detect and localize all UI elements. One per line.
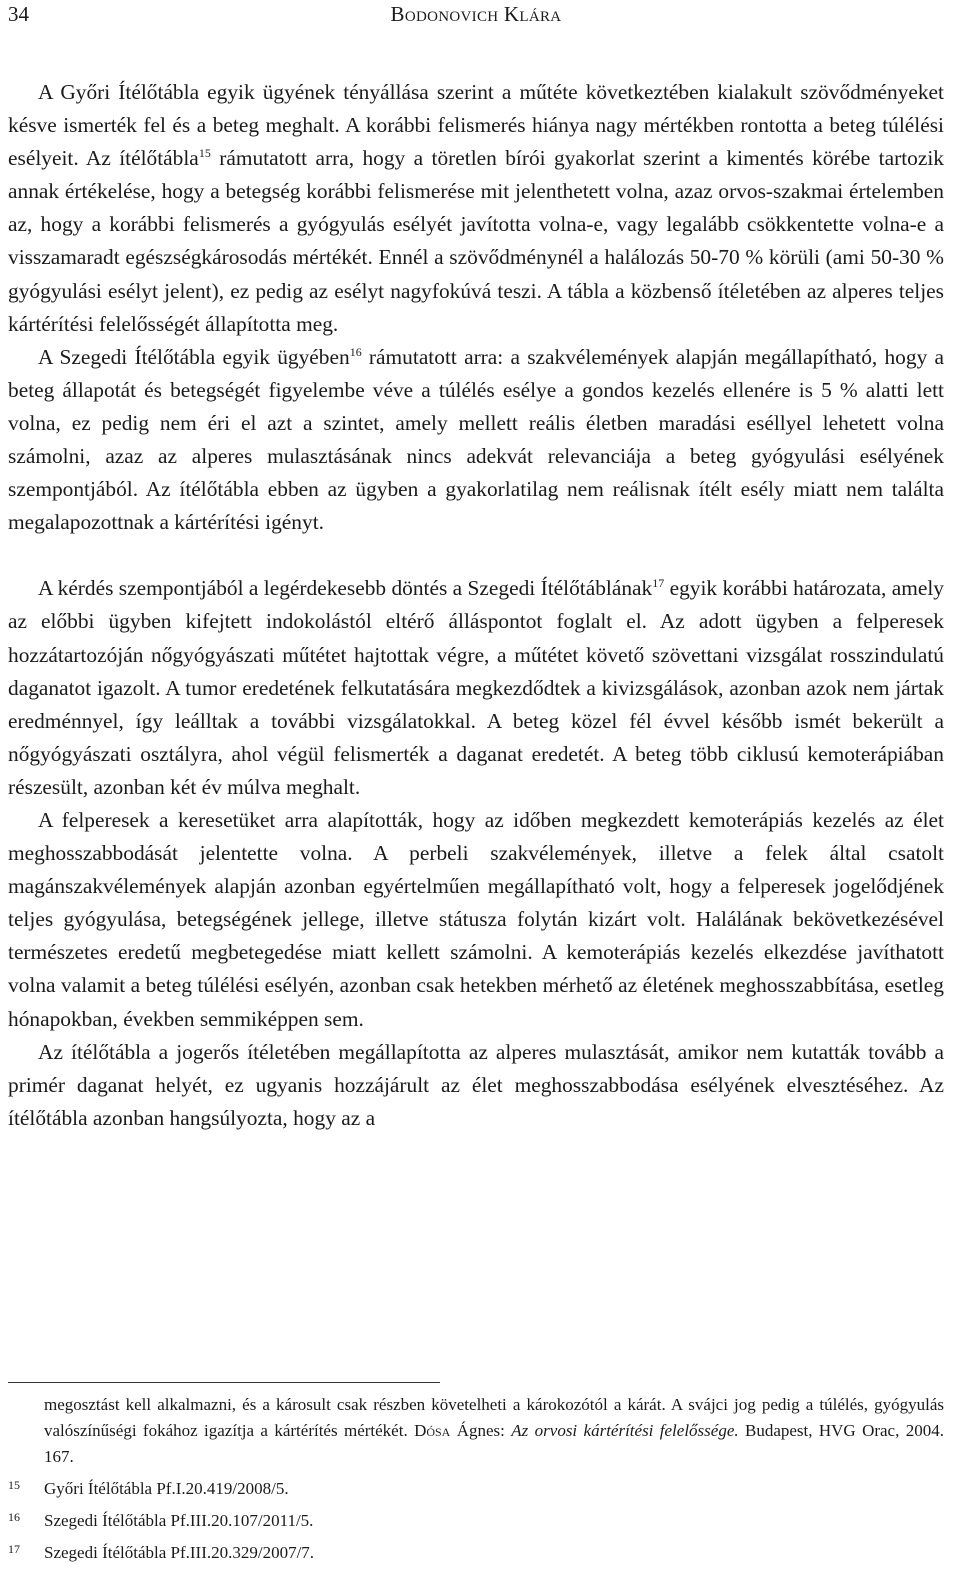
paragraph (8, 1036, 944, 1135)
footnote-continuation (44, 1392, 944, 1470)
text-run: A Szegedi Ítélőtábla egyik ügyében (38, 344, 350, 369)
footnotes (8, 1392, 944, 1566)
text-run: Budapest, HVG Orac, 2004. 167. (44, 1421, 944, 1466)
footnote-number: 15 (8, 1478, 20, 1492)
text-run: Az ítélőtábla a jogerős ítéletében megállapította az alperes mulasztását, amikor nem kutatták tovább a primér daganat helyét, ez ugyanis hozzájárult az élet meghosszabbodása esélyének elvesztéséhez. Az ítélőtábla azonban hangsúlyozta, hogy az a (8, 1039, 944, 1130)
paragraph (8, 76, 944, 341)
page-header (8, 2, 944, 26)
footnote-reference: 17 (652, 576, 665, 591)
footnote-number: 16 (8, 1510, 20, 1524)
paragraph (8, 804, 944, 1036)
footnote-number: 17 (8, 1542, 20, 1556)
text-run: megosztást kell alkalmazni, és a károsult csak részben követelheti a károkozótól a kárát. A svájci jog pedig a túlélés, gyógyulás valószínűségi fokához igazítja a kártérítés mértékét. (44, 1395, 944, 1440)
text-run: Ágnes: (450, 1421, 512, 1440)
footnote (8, 1540, 944, 1566)
cited-title: Az orvosi kártérítési felelőssége. (511, 1421, 739, 1440)
footnote (8, 1508, 944, 1534)
footnote-reference: 16 (349, 344, 362, 359)
footnote-text: Szegedi Ítélőtábla Pf.III.20.329/2007/7. (44, 1543, 315, 1562)
paragraph (8, 341, 944, 540)
paragraph (8, 572, 944, 804)
footnote-separator (8, 1382, 440, 1383)
text-run: egyik korábbi határozata, amely az előbbi ügyben kifejtett indokolástól eltérő álláspontot foglalt el. Az adott ügyben a felperesek hozzátartozóján nőgyógyászati műtétet hajtottak végre, a műtétet követő szövettani vizsgálat rosszindulatú daganatot igazolt. A tumor eredetének felkutatására megkezdődtek a kivizsgálások, azonban azok nem jártak eredménnyel, így leálltak a további vizsgálatokkal. A beteg közel fél évvel később ismét bekerült a nőgyógyászati osztályra, ahol végül felismerték a daganat eredetét. A beteg több ciklusú kemoterápiában részesült, azonban két év múlva meghalt. (8, 576, 944, 799)
section-gap (8, 539, 944, 572)
footnote-text: Győri Ítélőtábla Pf.I.20.419/2008/5. (44, 1479, 289, 1498)
footnote (8, 1476, 944, 1502)
author-surname: Dósa (414, 1421, 451, 1440)
text-run: A kérdés szempontjából a legérdekesebb döntés a Szegedi Ítélőtáblának (38, 576, 653, 601)
body-text (8, 76, 944, 1135)
page-number: 34 (8, 2, 29, 26)
footnote-text: Szegedi Ítélőtábla Pf.III.20.107/2011/5. (44, 1511, 314, 1530)
text-run: rámutatott arra: a szakvélemények alapján megállapítható, hogy a beteg állapotát és betegségét figyelembe véve a túlélés esélye a gondos kezelés ellenére is 5 % alatti lett volna, ez pedig nem éri el azt a szintet, amely mellett reális életben maradási eséllyel lehetett volna számolni, azaz az alperes mulasztásának nincs adekvát relevanciája a beteg gyógyulási esélyének szempontjából. Az ítélőtábla ebben az ügyben a gyakorlatilag nem reálisnak ítélt esély miatt nem találta megalapozottnak a kártérítési igényt. (8, 344, 944, 535)
text-run: A felperesek a keresetüket arra alapították, hogy az időben megkezdett kemoterápiás kezelés az élet meghosszabbodását jelentette volna. A perbeli szakvélemények, illetve a felek által csatolt magánszakvélemények alapján azonban egyértelműen megállapítható volt, hogy a felperesek jogelődjének teljes gyógyulása, betegségének jellege, illetve státusza folytán kizárt volt. Halálának bekövetkezésével természetes eredetű megbetegedése miatt kellett számolni. A kemoterápiás kezelés elkezdése javíthatott volna valamit a beteg túlélési esélyén, azonban csak hetekben mérhető az életének meghosszabbítása, esetleg hónapokban, években semmiképpen sem. (8, 807, 944, 1031)
text-run: rámutatott arra, hogy a töretlen bírói gyakorlat szerint a kimentés körébe tartozik annak értékelése, hogy a betegség korábbi felismerése mit jelenthetett volna, azaz orvos-szakmai értelemben az, hogy a korábbi felismerés a gyógyulás esélyét javította volna-e, vagy legalább csökkentette volna-e a visszamaradt egészségkárosodás mértékét. Ennél a szövődménynél a halálozás 50-70 % körüli (ami 50-30 % gyógyulási esélyt jelent), ez pedig az esélyt nagyfokúvá teszi. A tábla a közbenső ítéletében az alperes teljes kártérítési felelősségét állapította meg. (8, 146, 944, 336)
running-head-author: Bodonovich Klára (390, 2, 562, 26)
text-run: A Győri Ítélőtábla egyik ügyének tényállása szerint a műtéte következtében kialakult szövődményeket késve ismerték fel és a beteg meghalt. A korábbi felismerés hiánya nagy mértékben rontotta a beteg túlélési esélyeit. Az ítélőtábla (8, 80, 944, 171)
footnote-reference: 15 (198, 146, 211, 161)
